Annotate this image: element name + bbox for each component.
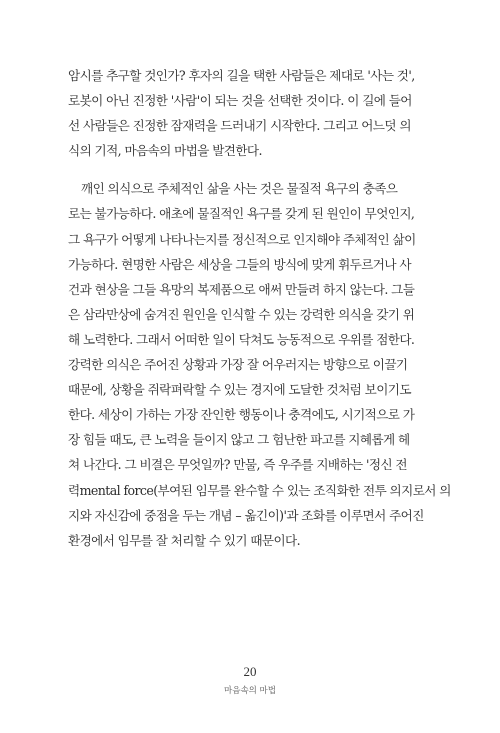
text-line: 때문에, 상황을 쥐락펴락할 수 있는 경지에 도달한 것처럼 보이기도: [68, 382, 411, 398]
text-line: 지와 자신감에 중점을 두는 개념 – 옮긴이)'과 조화를 이루면서 주어진: [68, 507, 424, 523]
paragraph-gap: [68, 163, 403, 176]
running-title: 마음속의 마법: [224, 686, 276, 696]
text-line: 그 욕구가 어떻게 나타나는지를 정신적으로 인지해야 주체적인 삶이: [68, 231, 416, 247]
text-line: 한다. 세상이 가하는 가장 잔인한 행동이나 충격에도, 시기적으로 가: [68, 407, 415, 423]
paragraph-1: [68, 63, 415, 163]
text-line: 깨인 의식으로 주체적인 삶을 사는 것은 물질적 욕구의 충족으: [81, 181, 398, 197]
text-line: 선 사람들은 진정한 잠재력을 드러내기 시작한다. 그리고 어느덧 의: [68, 118, 411, 134]
text-line: 건과 현상을 그들 욕망의 복제품으로 애써 만들려 하지 않는다. 그들: [68, 281, 415, 297]
text-line: 암시를 추구할 것인가? 후자의 길을 택한 사람들은 제대로 '사는 것',: [68, 68, 415, 83]
paragraph-2: [68, 176, 451, 552]
text-line: 강력한 의식은 주어진 상황과 가장 잘 어우러지는 방향으로 이끌기: [68, 357, 408, 373]
text-line: 가능하다. 현명한 사람은 세상을 그들의 방식에 맞게 휘두르거나 사: [68, 256, 411, 272]
text-line: 해 노력한다. 그래서 어떠한 일이 닥쳐도 능동적으로 우위를 점한다.: [68, 331, 415, 347]
text-line: 은 삼라만상에 숨겨진 원인을 인식할 수 있는 강력한 의식을 갖기 위: [68, 306, 415, 322]
text-line: 장 힘들 때도, 큰 노력을 들이지 않고 그 험난한 파고를 지혜롭게 헤: [68, 432, 410, 448]
text-line: 로봇이 아닌 진정한 '사람'이 되는 것을 선택한 것이다. 이 길에 들어: [68, 93, 412, 109]
text-line: 식의 기적, 마음속의 마법을 발견한다.: [68, 143, 262, 159]
text-line: 환경에서 임무를 잘 처리할 수 있기 때문이다.: [68, 532, 301, 548]
body-text: [68, 63, 451, 553]
page-number: 20: [243, 664, 257, 679]
text-line: 로는 불가능하다. 애초에 물질적인 욕구를 갖게 된 원인이 무엇인지,: [68, 206, 415, 222]
text-line: 쳐 나간다. 그 비결은 무엇일까? 만물, 즉 우주를 지배하는 '정신 전: [68, 457, 407, 473]
text-line: 력mental force(부여된 임무를 완수할 수 있는 조직화한 전투 의지로서 의: [68, 482, 451, 498]
